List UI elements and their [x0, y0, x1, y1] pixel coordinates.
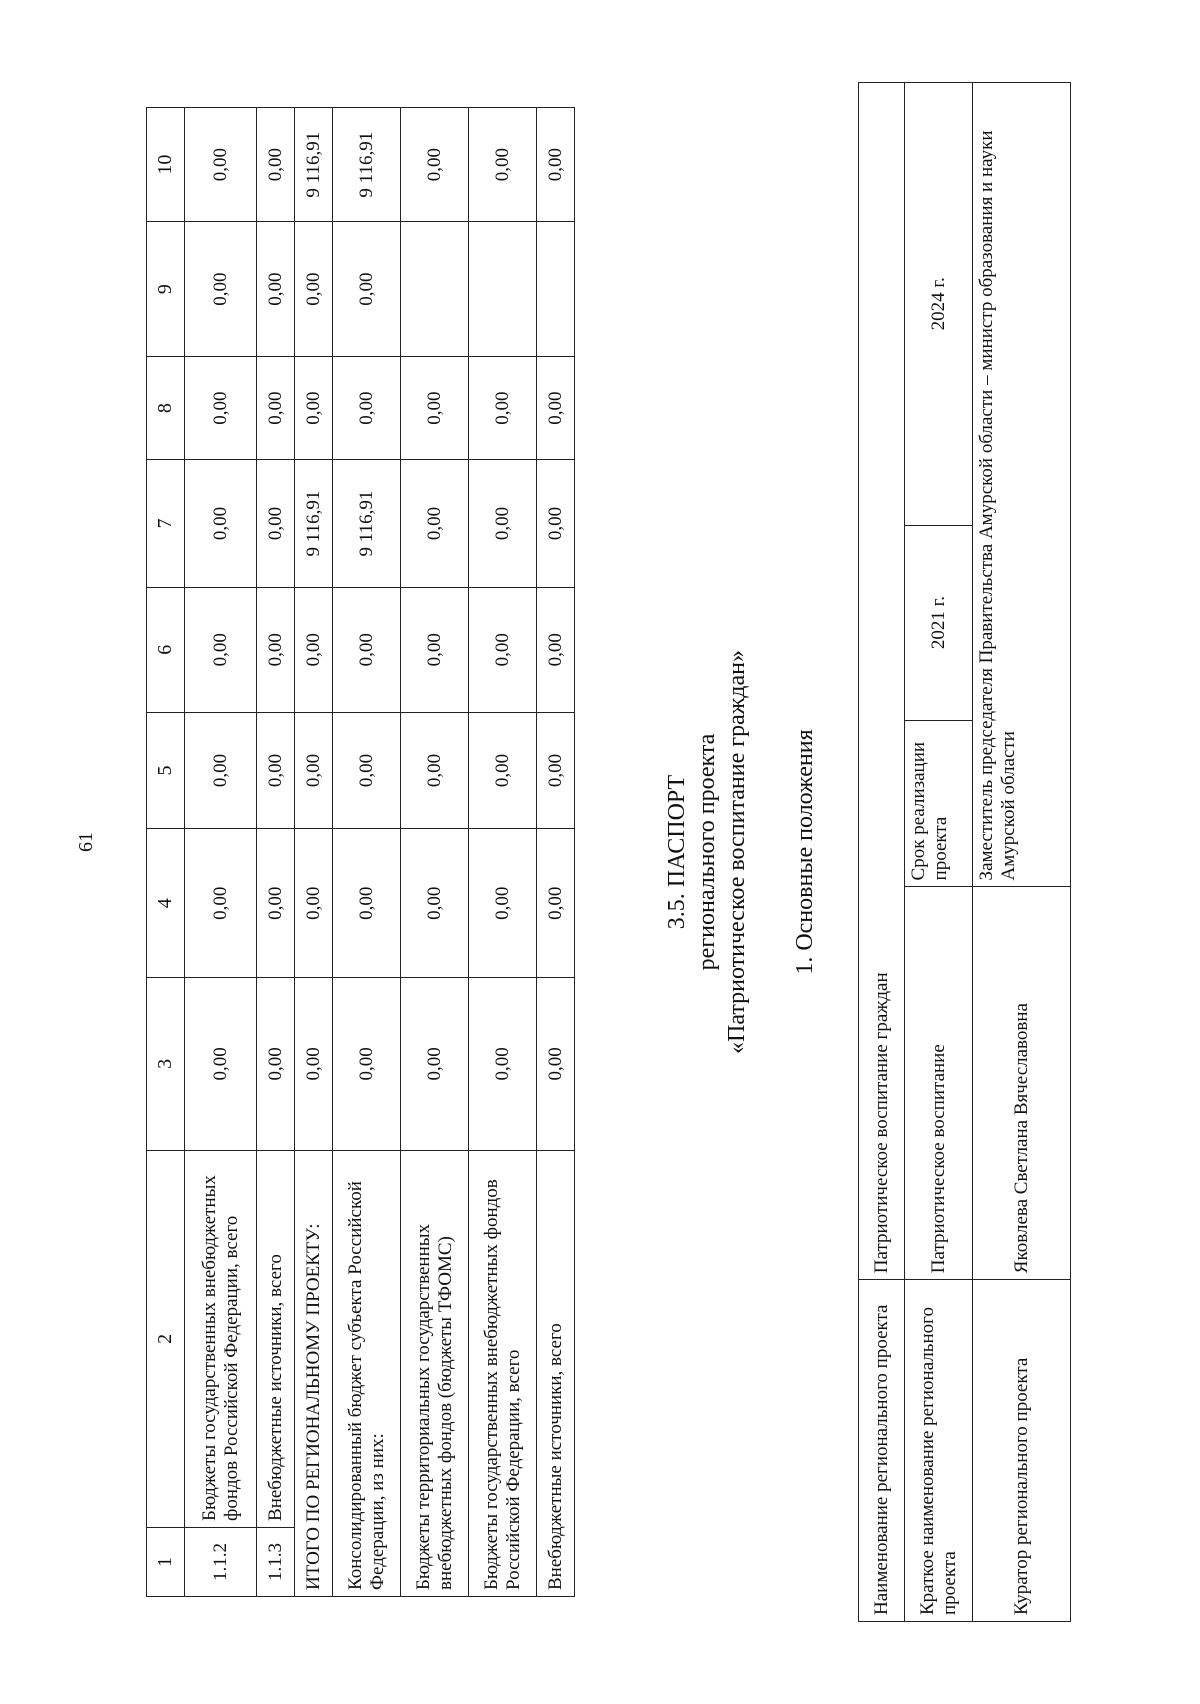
table-row [537, 108, 575, 1597]
passport-subheading: регионального проекта [694, 733, 720, 971]
value-cell: 0,00 [469, 108, 537, 222]
value-cell: 0,00 [185, 222, 257, 356]
value-cell: 0,00 [537, 108, 575, 222]
row-name: Внебюджетные источники, всего [537, 1150, 575, 1596]
row-code: 1.1.3 [257, 1527, 295, 1596]
value-cell [401, 222, 469, 356]
value-cell: 0,00 [333, 712, 401, 829]
header-cell: 3 [147, 978, 185, 1151]
finance-table [146, 107, 575, 1597]
header-cell: 8 [147, 356, 185, 460]
value-cell: 0,00 [469, 356, 537, 460]
passport-row-short [905, 83, 973, 1622]
value-cell [537, 222, 575, 356]
term-label: Срок реализации проекта [905, 720, 973, 887]
header-cell: 7 [147, 460, 185, 587]
value-cell: 0,00 [257, 460, 295, 587]
value-cell: 0,00 [257, 829, 295, 978]
value-cell: 0,00 [537, 978, 575, 1151]
header-cell: 1 [147, 1527, 185, 1596]
short-label: Краткое наименование регионального проекта [905, 1280, 973, 1622]
value-cell: 0,00 [185, 108, 257, 222]
passport-row-name [859, 83, 905, 1622]
value-cell: 0,00 [295, 829, 333, 978]
value-cell: 0,00 [537, 712, 575, 829]
row-name: Бюджеты государственных внебюджетных фондов Российской Федерации, всего [185, 1150, 257, 1527]
table-row [257, 108, 295, 1597]
value-cell: 9 116,91 [295, 460, 333, 587]
header-cell: 2 [147, 1150, 185, 1527]
table-row [469, 108, 537, 1597]
value-cell: 9 116,91 [333, 108, 401, 222]
page-number: 61 [75, 832, 97, 852]
value-cell: 0,00 [469, 587, 537, 712]
row-name: Бюджеты государственных внебюджетных фондов Российской Федерации, всего [469, 1150, 537, 1596]
value-cell: 0,00 [401, 978, 469, 1151]
name-value: Патриотическое воспитание граждан [859, 83, 905, 1280]
value-cell: 0,00 [295, 712, 333, 829]
passport-table [858, 82, 1071, 1622]
value-cell: 0,00 [401, 108, 469, 222]
curator-name: Яковлева Светлана Вячеславовна [973, 887, 1071, 1280]
value-cell: 0,00 [537, 829, 575, 978]
value-cell: 0,00 [185, 978, 257, 1151]
value-cell: 0,00 [333, 356, 401, 460]
value-cell: 0,00 [469, 978, 537, 1151]
project-quote: «Патриотическое воспитание граждан» [724, 649, 750, 1055]
header-cell: 9 [147, 222, 185, 356]
table-header-row [147, 108, 185, 1597]
value-cell: 0,00 [401, 460, 469, 587]
passport-heading: 3.5. ПАСПОРТ [664, 774, 690, 930]
value-cell: 0,00 [469, 829, 537, 978]
row-name: ИТОГО ПО РЕГИОНАЛЬНОМУ ПРОЕКТУ: [295, 1150, 333, 1596]
table-row [185, 108, 257, 1597]
value-cell: 0,00 [401, 356, 469, 460]
row-name: Консолидированный бюджет субъекта Российской Федерации, из них: [333, 1150, 401, 1596]
value-cell: 0,00 [333, 222, 401, 356]
value-cell: 9 116,91 [333, 460, 401, 587]
row-name: Внебюджетные источники, всего [257, 1150, 295, 1527]
header-cell: 10 [147, 108, 185, 222]
section-title: 1. Основные положения [792, 729, 818, 975]
curator-label: Куратор регионального проекта [973, 1280, 1071, 1622]
header-cell: 6 [147, 587, 185, 712]
value-cell: 0,00 [469, 460, 537, 587]
header-cell: 4 [147, 829, 185, 978]
passport-row-curator [973, 83, 1071, 1622]
header-cell: 5 [147, 712, 185, 829]
value-cell: 0,00 [257, 108, 295, 222]
value-cell: 0,00 [333, 587, 401, 712]
value-cell: 0,00 [333, 829, 401, 978]
value-cell: 0,00 [469, 712, 537, 829]
value-cell: 0,00 [185, 829, 257, 978]
value-cell: 0,00 [257, 978, 295, 1151]
value-cell: 0,00 [401, 829, 469, 978]
value-cell: 0,00 [185, 712, 257, 829]
value-cell: 9 116,91 [295, 108, 333, 222]
value-cell: 0,00 [401, 712, 469, 829]
table-row [401, 108, 469, 1597]
table-row [295, 108, 333, 1597]
value-cell: 0,00 [185, 356, 257, 460]
name-label: Наименование регионального проекта [859, 1280, 905, 1622]
short-value: Патриотическое воспитание [905, 887, 973, 1280]
value-cell: 0,00 [257, 222, 295, 356]
value-cell: 0,00 [295, 587, 333, 712]
value-cell: 0,00 [333, 978, 401, 1151]
table-row [333, 108, 401, 1597]
value-cell [469, 222, 537, 356]
value-cell: 0,00 [185, 460, 257, 587]
value-cell: 0,00 [295, 978, 333, 1151]
row-name: Бюджеты территориальных государственных внебюджетных фондов (бюджеты ТФОМС) [401, 1150, 469, 1596]
value-cell: 0,00 [401, 587, 469, 712]
term-end: 2024 г. [905, 83, 973, 526]
curator-position: Заместитель председателя Правительства Амурской области – министр образования и науки Амурской области [973, 83, 1071, 887]
value-cell: 0,00 [257, 356, 295, 460]
row-code: 1.1.2 [185, 1527, 257, 1596]
value-cell: 0,00 [537, 587, 575, 712]
value-cell: 0,00 [537, 460, 575, 587]
term-start: 2021 г. [905, 525, 973, 720]
value-cell: 0,00 [295, 222, 333, 356]
value-cell: 0,00 [257, 587, 295, 712]
value-cell: 0,00 [295, 356, 333, 460]
value-cell: 0,00 [537, 356, 575, 460]
value-cell: 0,00 [185, 587, 257, 712]
value-cell: 0,00 [257, 712, 295, 829]
